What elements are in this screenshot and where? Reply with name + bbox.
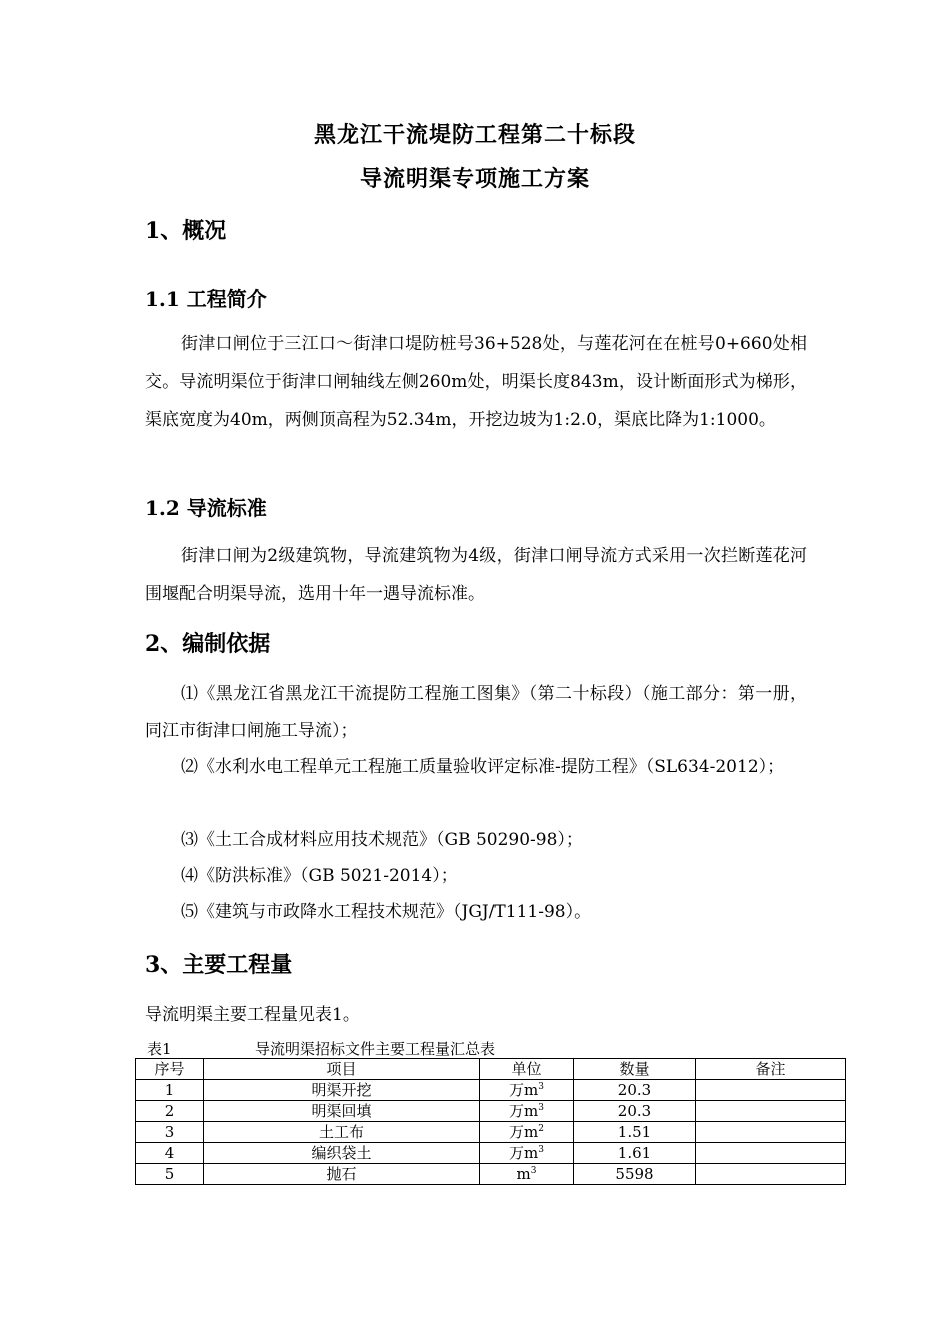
unit-superscript: 3	[530, 1166, 537, 1176]
cell-item: 明渠开挖	[204, 1080, 480, 1101]
table-caption-title: 导流明渠招标文件主要工程量汇总表	[255, 1040, 496, 1058]
document-title-line1: 黑龙江干流堤防工程第二十标段	[313, 122, 636, 148]
cell-note	[696, 1080, 846, 1101]
reference-item-4: ⑷《防洪标准》（GB 5021-2014）；	[181, 866, 458, 886]
unit-text: 万m	[509, 1123, 539, 1141]
table-row	[136, 1122, 846, 1143]
cell-qty: 1.51	[574, 1122, 696, 1143]
cell-unit	[480, 1122, 574, 1143]
table-row	[136, 1164, 846, 1185]
cell-qty: 1.61	[574, 1143, 696, 1164]
reference-item-1: ⑴《黑龙江省黑龙江干流提防工程施工图集》（第二十标段）（施工部分：第一册，同江市街津口闸施工导流）；	[145, 684, 807, 741]
cell-no: 5	[136, 1164, 204, 1185]
unit-text: m	[516, 1165, 531, 1183]
cell-unit	[480, 1080, 574, 1101]
reference-item-5: ⑸《建筑与市政降水工程技术规范》（JGJ/T111-98）。	[181, 902, 592, 922]
cell-qty: 20.3	[574, 1080, 696, 1101]
table-caption-number: 表1	[147, 1040, 172, 1058]
cell-qty: 5598	[574, 1164, 696, 1185]
cell-note	[696, 1164, 846, 1185]
header-cell-unit: 单位	[480, 1059, 574, 1080]
unit-text: 万m	[509, 1102, 539, 1120]
reference-item-2: ⑵《水利水电工程单元工程施工质量验收评定标准-提防工程》（SL634-2012）；	[181, 757, 785, 777]
paragraph-project-intro: 街津口闸位于三江口～街津口堤防桩号36+528处，与莲花河在在桩号0+660处相交。导流明渠位于街津口闸轴线左侧260m处，明渠长度843m，设计断面形式为梯形，渠底宽度为40m，两侧顶高程为52.34m，开挖边坡为1:2.0，渠底比降为1:1000。	[145, 334, 807, 430]
cell-note	[696, 1122, 846, 1143]
cell-item: 明渠回填	[204, 1101, 480, 1122]
cell-unit	[480, 1101, 574, 1122]
header-cell-note: 备注	[696, 1059, 846, 1080]
unit-superscript: 3	[538, 1145, 544, 1155]
cell-no: 2	[136, 1101, 204, 1122]
cell-note	[696, 1101, 846, 1122]
quantities-table	[135, 1058, 846, 1185]
cell-unit	[480, 1143, 574, 1164]
unit-superscript: 3	[538, 1082, 544, 1092]
quantities-intro: 导流明渠主要工程量见表1。	[145, 1005, 360, 1025]
unit-text: 万m	[509, 1081, 539, 1099]
table-row	[136, 1101, 846, 1122]
table-row	[136, 1080, 846, 1101]
unit-superscript: 2	[538, 1124, 544, 1134]
subsection-heading-diversion-standard: 1.2 导流标准	[145, 496, 267, 520]
section-heading-basis: 2、编制依据	[145, 631, 271, 657]
section-heading-quantities: 3、主要工程量	[145, 952, 293, 978]
cell-qty: 20.3	[574, 1101, 696, 1122]
subsection-heading-project-intro: 1.1 工程简介	[145, 287, 267, 311]
unit-superscript: 3	[538, 1103, 544, 1113]
paragraph-diversion-standard: 街津口闸为2级建筑物，导流建筑物为4级，街津口闸导流方式采用一次拦断莲花河围堰配合明渠导流，选用十年一遇导流标准。	[145, 546, 807, 604]
cell-item: 编织袋土	[204, 1143, 480, 1164]
unit-text: 万m	[509, 1144, 539, 1162]
table-row	[136, 1143, 846, 1164]
header-cell-qty: 数量	[574, 1059, 696, 1080]
cell-no: 1	[136, 1080, 204, 1101]
document-title-line2: 导流明渠专项施工方案	[359, 166, 590, 192]
cell-item: 抛石	[204, 1164, 480, 1185]
header-cell-item: 项目	[204, 1059, 480, 1080]
section-heading-overview: 1、概况	[145, 218, 227, 244]
header-cell-no: 序号	[136, 1059, 204, 1080]
cell-note	[696, 1143, 846, 1164]
cell-no: 4	[136, 1143, 204, 1164]
cell-item: 土工布	[204, 1122, 480, 1143]
reference-item-3: ⑶《土工合成材料应用技术规范》（GB 50290-98）；	[181, 830, 583, 850]
table-header-row	[136, 1059, 846, 1080]
cell-no: 3	[136, 1122, 204, 1143]
cell-unit	[480, 1164, 574, 1185]
